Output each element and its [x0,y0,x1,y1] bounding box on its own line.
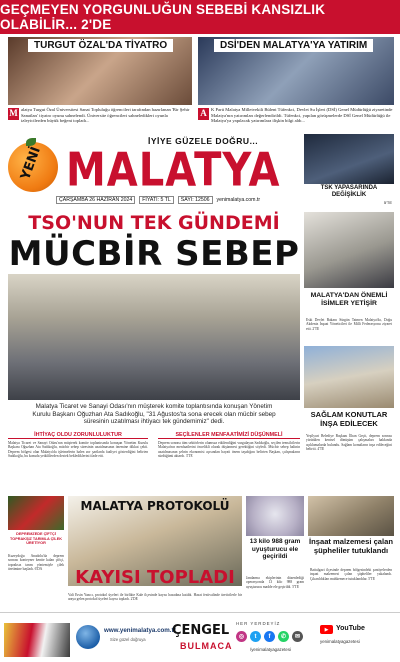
masthead-info-bar [56,196,260,204]
story-insaat[interactable] [308,496,394,608]
facebook-icon[interactable]: f [264,631,275,642]
footer-newspaper-thumbs [4,623,70,657]
story-top-right[interactable] [198,37,394,130]
cengel-label[interactable]: ÇENGEL [172,623,230,638]
protokol-title: MALATYA PROTOKOLÜ [80,499,230,513]
insaat-body: Battalgazi ilçesinde deprem bölgesindeki şantiyelerden inşaat malzemesi çalan şüpheliler yakalandı. Çıkarıldıkları mahkemece tutuklandılar. 5'TE [310,568,392,581]
col1-head: İHTİYAÇ OLDU ZORUNLULUKTUR [8,432,148,439]
issue-date: ÇARŞAMBA 26 HAZİRAN 2024 [56,196,135,204]
isimler-title: MALATYA'DAN ÖNEMLİ İSİMLER YETİŞİR [310,292,388,307]
meeting-hall-photo [8,274,300,400]
social-icons [236,631,303,642]
twitter-icon[interactable]: t [250,631,261,642]
youtube-label[interactable]: YouTube [336,625,365,632]
youtube-icon[interactable]: ▶ [320,625,333,634]
right-column [304,212,394,484]
jandarma-photo [246,496,304,536]
military-photo [304,134,394,184]
cilek-body: Kuzeydoğu Anadolu'da deprem sonrası konteyner kentte kalan çiftçi, topraksız tarım yöntemiyle çilek üretimine başladı. 6'DA [8,554,64,572]
col2-body: Deprem sonrası tüm sektörlerin olumsuz etkilendiğini vurgulayan Sadıkoğlu, seçilen temsilcilerin Malatya'nın menfaatlerini öncelikli olarak düşünmesi gerektiğini söyledi. Mücbir sebep halinin uzatılmasının şehrin ekonomisi açısından hayati önem taşıdığını belirten Başkan, çalışmaların sürdüğünü aktardı. 3'TE [158,441,300,459]
story-title: DSİ'DEN MALATYA'YA YATIRIM [214,39,373,52]
main-kicker: TSO'NUN TEK GÜNDEMİ [28,212,280,234]
strawberry-photo [8,496,64,530]
social-handle: /yenimalatyagazetesi [250,647,292,652]
konut-title: SAĞLAM KONUTLAR İNŞA EDİLECEK [310,410,388,428]
kayisi-title: KAYISI TOPLADI [75,567,235,588]
footer-site[interactable]: www.yenimalatya.com.tr [104,627,176,634]
tsk-title: TSK YAPASARINDA DEĞİŞİKLİK [320,185,378,198]
story-kayisi[interactable] [68,496,242,608]
mail-icon[interactable]: ✉ [292,631,303,642]
top-banner[interactable] [0,0,400,34]
yeni-label: YENİ [18,144,44,183]
tsk-page: 5'TE [383,200,392,205]
dropcap: M [9,108,18,119]
dropcap: A [198,108,209,120]
story-title: TURGUT ÖZAL'DA TİYATRO [28,39,173,52]
social-head: HER YERDEYİZ [236,621,281,626]
story-cilek[interactable] [8,496,64,608]
whatsapp-icon[interactable]: ✆ [278,631,289,642]
col2-head: SEÇİLENLER MENFAATİMİZİ DÜŞÜNMELİ [158,432,300,439]
construction-photo [304,346,394,408]
kayisi-body: Vali Ersin Yazıcı, protokol üyeleri ile birlikte Kale ilçesinde kayısı hasadına katıldı. Hasat festivalinde üreticilerle bir araya gelen protokol üyeleri kayısı topladı. 2'DE [68,593,242,602]
main-headline: MÜCBİR SEBEP [8,234,300,274]
instagram-icon[interactable]: ◎ [236,631,247,642]
banner-text: GEÇMEYEN YORGUNLUĞUN SEBEBİ KANSIZLIK OLABİLİR... 2'DE [0,2,326,32]
konut-body: Yeşilyurt Belediye Başkanı İlhan Geçit, deprem sonrası yürütülen kentsel dönüşüm çalışmaları hakkında açıklamalarda bulundu. Sağlam konutların inşa edileceğini belirtti. 4'TE [306,434,392,452]
materials-photo [308,496,394,536]
issue-number: SAYI: 12506 [178,196,213,204]
story-uyusturucu[interactable] [246,496,304,608]
youtube-sub: yenimalatyagazetesi [320,639,360,644]
footer-site-sub: Size güzel doğruya [110,637,146,642]
masthead [8,134,298,206]
story-tsk[interactable] [304,134,394,206]
masthead-title: MALATYA [66,144,281,197]
bulmaca-label[interactable]: BULMACA [180,641,233,651]
slogan: İYİYE GÜZELE DOĞRU... [148,136,259,146]
site-link[interactable]: yenimalatya.com.tr [216,197,261,203]
isimler-body: Eski Devlet Bakanı Sürgün Tatmen Malatya'da, Doğu Akdeniz İnşaat Yöneticileri ile Milli Federasyonu ziyaret etti. 2'TE [306,318,392,331]
story-caption: A K Parti Malatya Milletvekili Bülent Tüfenkci, Devlet Su İşleri (DSİ) Genel Müdürlüğü ziyaretinde Malatya'nın yatırımları değerlendirildi. Tüfenkci, yapılan görüşmelerde DSİ Genel Müdürlüğü ile Malatya'ya yapılacak yatırımlara ilişkin bilgi aldı... [198,107,394,124]
cilek-head: DEPREMZEDE ÇİFTÇİ TOPRAKSIZ TARIMLA ÇİLEK ÜRETİYOR [9,532,63,546]
insaat-title: İnşaat malzemesi çalan şüpheliler tutuklandı [309,537,393,555]
col1-body: Malatya Ticaret ve Sanayi Odası'nın müşterek komite toplantısında konuşan Yönetim Kurulu Başkanı Oğuzhan Ata Sadıkoğlu, mücbir sebep süresinin uzatılmasının önemine dikkat çekti. Deprem bölgesi olan Malatya'da işletmelerin halen zor şartlarda faaliyet gösterdiğini belirten Sadıkoğlu, bu konuda yetkililerden destek beklediklerini ifade etti. [8,441,148,459]
uyusturucu-title: 13 kilo 988 gram uyuşturucu ele geçirildi [249,538,301,560]
story-top-left[interactable] [8,37,192,130]
award-photo [304,212,394,288]
main-story[interactable] [8,212,300,484]
main-lead: Malatya Ticaret ve Sanayi Odası'nın müşterek komite toplantısında konuşan Yönetim Kurulu Başkanı Oğuzhan Ata Sadıkoğlu, "31 Ağustos'ta sona erecek olan mücbir sebep süresinin uzatılması ihtiyacı tek gündemimiz" dedi. [32,403,276,426]
uyusturucu-body: Jandarma ekiplerinin düzenlediği operasyonda 13 kilo 988 gram uyuşturucu madde ele geçirildi. 5'TE [246,576,304,589]
apricot-logo-icon [8,142,58,192]
globe-icon [76,625,100,649]
footer [0,612,400,662]
issue-price: FİYATI: 5 TL [139,196,174,204]
story-caption: M alatya Turgut Özal Üniversitesi Sanat Topluluğu öğrencileri tarafından hazırlanan 'Bir Şehir Sanatları' tiyatro oyunu sahnelendi. Üniversite öğrencileri sahneledikleri oyunla izleyicilerden büyük beğeni topladı... [9,107,190,124]
